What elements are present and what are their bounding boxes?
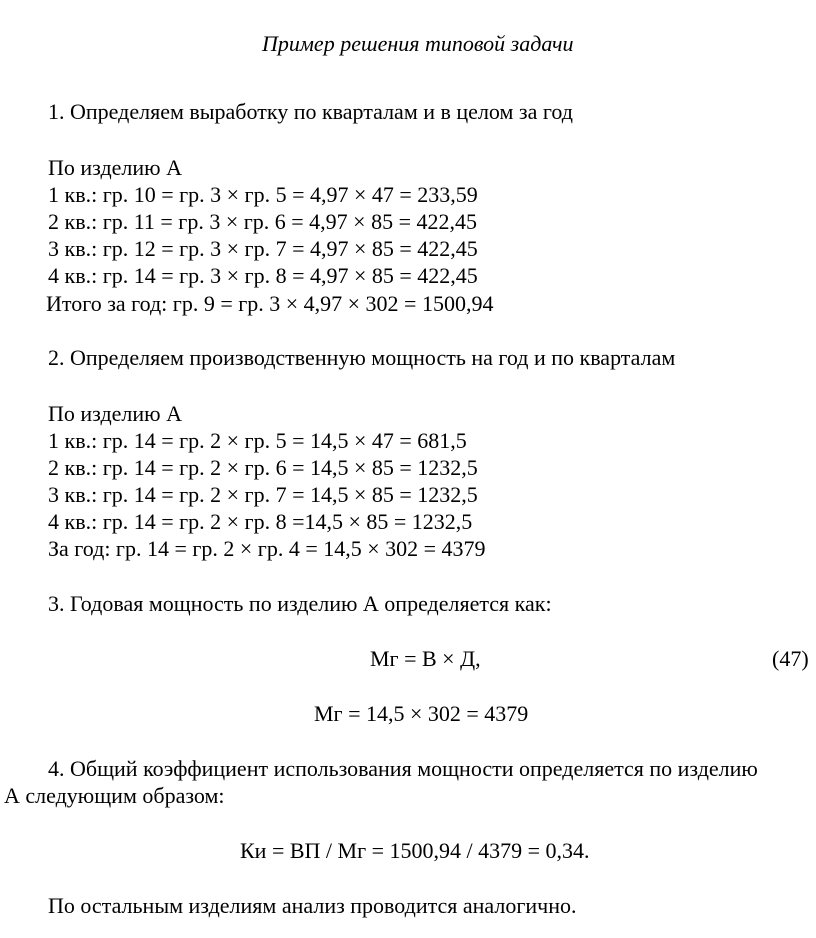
section-1-line: 1 кв.: гр. 10 = гр. 3 × гр. 5 = 4,97 × 47 = 233,59 (48, 182, 478, 207)
section-3-heading: 3. Годовая мощность по изделию А определяется как: (48, 591, 552, 616)
section-1-line: 4 кв.: гр. 14 = гр. 3 × гр. 8 = 4,97 × 85 = 422,45 (48, 263, 478, 288)
section-1-product: По изделию А (48, 155, 182, 180)
section-1-line: 2 кв.: гр. 11 = гр. 3 × гр. 6 = 4,97 × 85 = 422,45 (48, 209, 477, 234)
conclusion: По остальным изделиям анализ проводится аналогично. (48, 893, 577, 918)
section-2-line: 3 кв.: гр. 14 = гр. 2 × гр. 7 = 14,5 × 85 = 1232,5 (48, 482, 478, 507)
section-2-total: За год: гр. 14 = гр. 2 × гр. 4 = 14,5 × 302 = 4379 (48, 536, 486, 561)
page-title: Пример решения типовой задачи (262, 31, 574, 56)
section-1-heading: 1. Определяем выработку по кварталам и в целом за год (48, 99, 573, 124)
section-4-formula: Ки = ВП / Мг = 1500,94 / 4379 = 0,34. (240, 838, 590, 863)
section-2-product: По изделию А (48, 401, 182, 426)
section-2-line: 2 кв.: гр. 14 = гр. 2 × гр. 6 = 14,5 × 85 = 1232,5 (48, 455, 478, 480)
section-2-line: 1 кв.: гр. 14 = гр. 2 × гр. 5 = 14,5 × 47 = 681,5 (48, 428, 467, 453)
section-3-calculation: Мг = 14,5 × 302 = 4379 (314, 701, 529, 726)
section-4-heading: 4. Общий коэффициент использования мощности определяется по изделию (48, 756, 758, 781)
formula-number: (47) (772, 646, 809, 671)
section-1-total: Итого за год: гр. 9 = гр. 3 × 4,97 × 302 = 1500,94 (46, 291, 494, 316)
section-4-heading-continued: А следующим образом: (4, 783, 225, 808)
section-2-heading: 2. Определяем производственную мощность на год и по кварталам (48, 345, 676, 370)
section-3-formula: Мг = В × Д, (370, 646, 481, 671)
section-2-line: 4 кв.: гр. 14 = гр. 2 × гр. 8 =14,5 × 85 = 1232,5 (48, 509, 473, 534)
section-1-line: 3 кв.: гр. 12 = гр. 3 × гр. 7 = 4,97 × 85 = 422,45 (48, 236, 478, 261)
